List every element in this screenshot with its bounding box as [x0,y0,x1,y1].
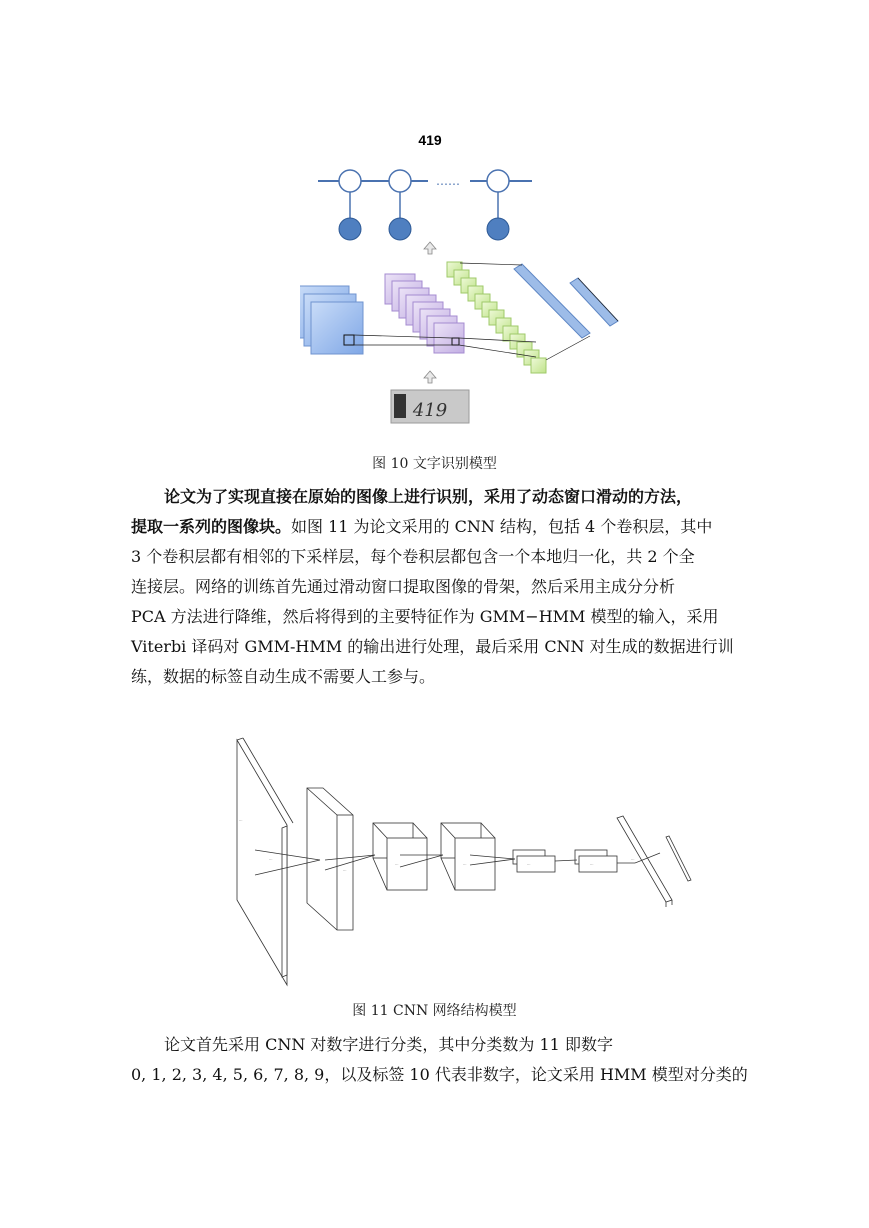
fully-connected-layer [514,264,590,338]
svg-text:…: … [343,868,347,872]
convolution-feature-maps [385,274,464,353]
bold-sentence-end: 提取一系列的图像块。 [131,517,292,536]
paragraph-2 [131,1030,748,1090]
text-line: 3 个卷积层都有相邻的下采样层，每个卷积层都包含一个本地归一化，共 2 个全 [131,547,695,566]
svg-text:…: … [463,862,467,866]
hmm-chain [318,170,532,240]
strip-digits: 419 [412,400,448,421]
text-line: PCA 方法进行降维，然后将得到的主要特征作为 GMM−HMM 模型的输入，采用 [131,607,719,626]
text-line: 连接层。网络的训练首先通过滑动窗口提取图像的骨架，然后采用主成分分析 [131,577,676,596]
up-arrow-icon [424,242,436,254]
text-line: 论文首先采用 CNN 对数字进行分类，其中分类数为 11 即数字 [164,1035,613,1054]
figure-10-diagram [300,128,630,428]
bold-sentence: 论文为了实现直接在原始的图像上进行识别，采用了动态窗口滑动的方法， [164,487,693,506]
observation-node [487,218,509,240]
text-span: 如图 11 为论文采用的 CNN 结构，包括 4 个卷积层，其中 [291,517,713,536]
svg-text:…: … [395,862,399,866]
fully-connected-layer [570,278,618,326]
figure-11-diagram [225,735,700,990]
svg-text:…: … [269,857,273,861]
figure-10-caption: 图 10 文字识别模型 [372,456,497,472]
text-line: Viterbi 译码对 GMM-HMM 的输出进行处理，最后采用 CNN 对生成的数据进行训 [131,637,734,656]
observation-node [339,218,361,240]
input-image-strip [391,390,469,423]
hidden-state-node [487,170,509,192]
paragraph-1 [131,482,741,692]
svg-text:……: …… [436,174,460,188]
input-feature-maps [300,286,363,354]
figure-11-caption: 图 11 CNN 网络结构模型 [352,1003,517,1019]
svg-text:…: … [239,818,243,822]
hidden-state-node [339,170,361,192]
svg-text:…: … [527,862,531,866]
svg-text:…: … [631,857,635,861]
observation-node [389,218,411,240]
text-line: 练，数据的标签自动生成不需要人工参与。 [131,667,436,686]
hidden-state-node [389,170,411,192]
up-arrow-icon [424,371,436,383]
image-label: 419 [418,132,442,148]
text-line: 0, 1, 2, 3, 4, 5, 6, 7, 8, 9，以及标签 10 代表非数字，论文采用 HMM 模型对分类的 [131,1065,748,1084]
svg-text:…: … [590,862,594,866]
